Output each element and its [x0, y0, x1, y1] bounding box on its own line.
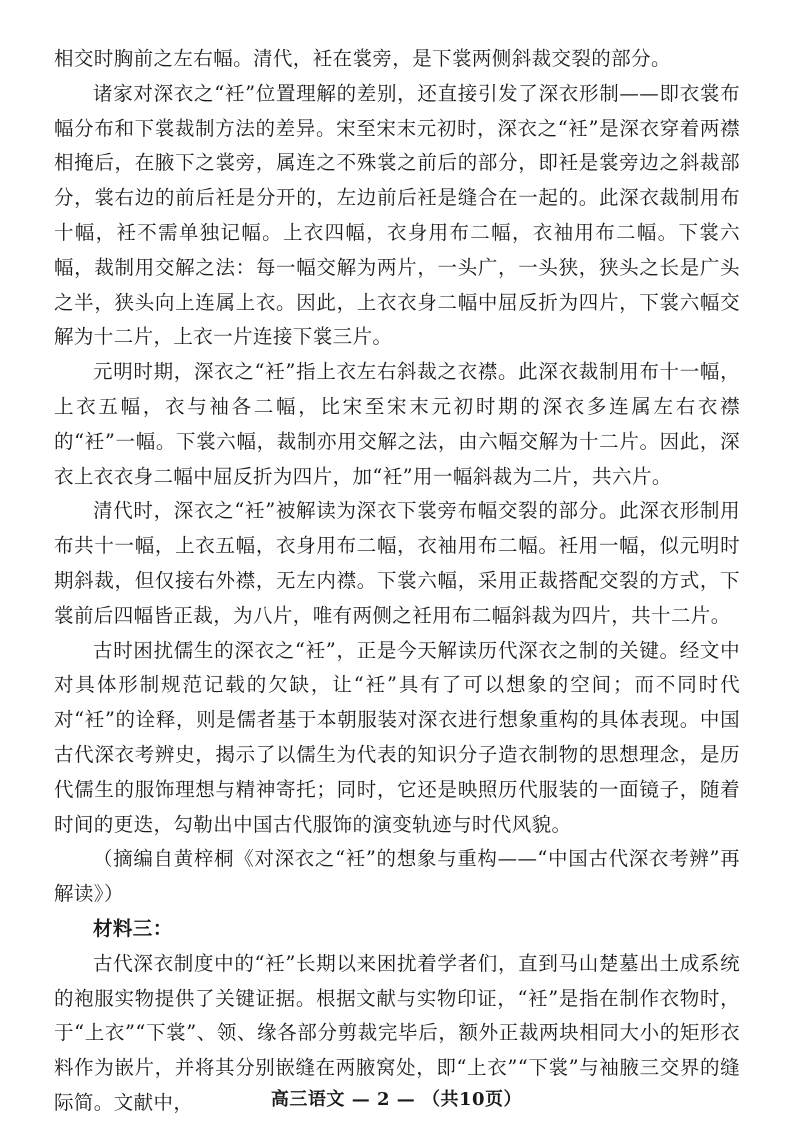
paragraph-qing: 清代时，深衣之“衽”被解读为深衣下裳旁布幅交裂的部分。此深衣形制用布共十一幅，上衣五幅，衣身用布二幅，衣袖用布二幅。衽用一幅，似元明时期斜裁，但仅接右外襟，无左内襟。下裳六幅，采用正裁搭配交裂的方式，下裳前后四幅皆正裁，为八片，唯有两侧之衽用布二幅斜裁为四片，共十二片。 — [54, 499, 740, 627]
section-heading: 材料三： — [93, 916, 173, 940]
paragraph-yuan-ming: 元明时期，深衣之“衽”指上衣左右斜裁之衣襟。此深衣裁制用布十一幅，上衣五幅，衣与袖各二幅，比宋至宋末元初时期的深衣多连属左右衣襟的“衽”一幅。下裳六幅，裁制亦用交解之法，由六幅交解为十二片。因此，深衣上衣衣身二幅中屈反折为四片，加“衽”用一幅斜裁为二片，共六片。 — [54, 360, 740, 488]
paragraph-continuation: 相交时胸前之左右幅。清代，衽在裳旁，是下裳两侧斜裁交裂的部分。 — [54, 47, 671, 70]
paragraph-song-yuan: 诸家对深衣之“衽”位置理解的差别，还直接引发了深衣形制——即衣裳布幅分布和下裳裁制方法的差异。宋至宋末元初时，深衣之“衽”是深衣穿着两襟相掩后，在腋下之裳旁，属连之不殊裳之前后的部分，即衽是裳旁边之斜裁部分，裳右边的前后衽是分开的，左边前后衽是缝合在一起的。此深衣裁制用布十幅，衽不需单独记幅。上衣四幅，衣身用布二幅，衣袖用布二幅。下裳六幅，裁制用交解之法：每一幅交解为两片，一头广，一头狭，狭头之长是广头之半，狭头向上连属上衣。因此，上衣衣身二幅中屈反折为四片，下裳六幅交解为十二片，上衣一片连接下裳三片。 — [54, 81, 740, 349]
source-citation: （摘编自黄梓桐《对深衣之“衽”的想象与重构——“中国古代深衣考辨”再解读》） — [54, 847, 740, 906]
paragraph-conclusion: 古时困扰儒生的深衣之“衽”，正是今天解读历代深衣之制的关键。经文中对具体形制规范记载的欠缺，让“衽”具有了可以想象的空间；而不同时代对“衽”的诠释，则是儒者基于本朝服装对深衣进行想象重构的具体表现。中国古代深衣考辨史，揭示了以儒生为代表的知识分子造衣制物的思想理念，是历代儒生的服饰理想与精神寄托；同时，它还是映照历代服装的一面镜子，随着时间的更迭，勾勒出中国古代服饰的演变轨迹与时代风貌。 — [54, 638, 740, 836]
paragraph-material-three: 古代深衣制度中的“衽”长期以来困扰着学者们，直到马山楚墓出土成系统的袍服实物提供了关键证据。根据文献与实物印证，“衽”是指在制作衣物时，于“上衣”“下裳”、领、缘各部分剪裁完毕后，额外正裁两块相同大小的矩形衣料作为嵌片，并将其分别嵌缝在两腋窝处，即“上衣”“下裳”与袖腋三交界的缝际简。文献中， — [54, 951, 740, 1114]
body-text — [54, 42, 740, 1121]
page-footer: 高三语文 — 2 — （共10页） — [270, 1089, 523, 1110]
